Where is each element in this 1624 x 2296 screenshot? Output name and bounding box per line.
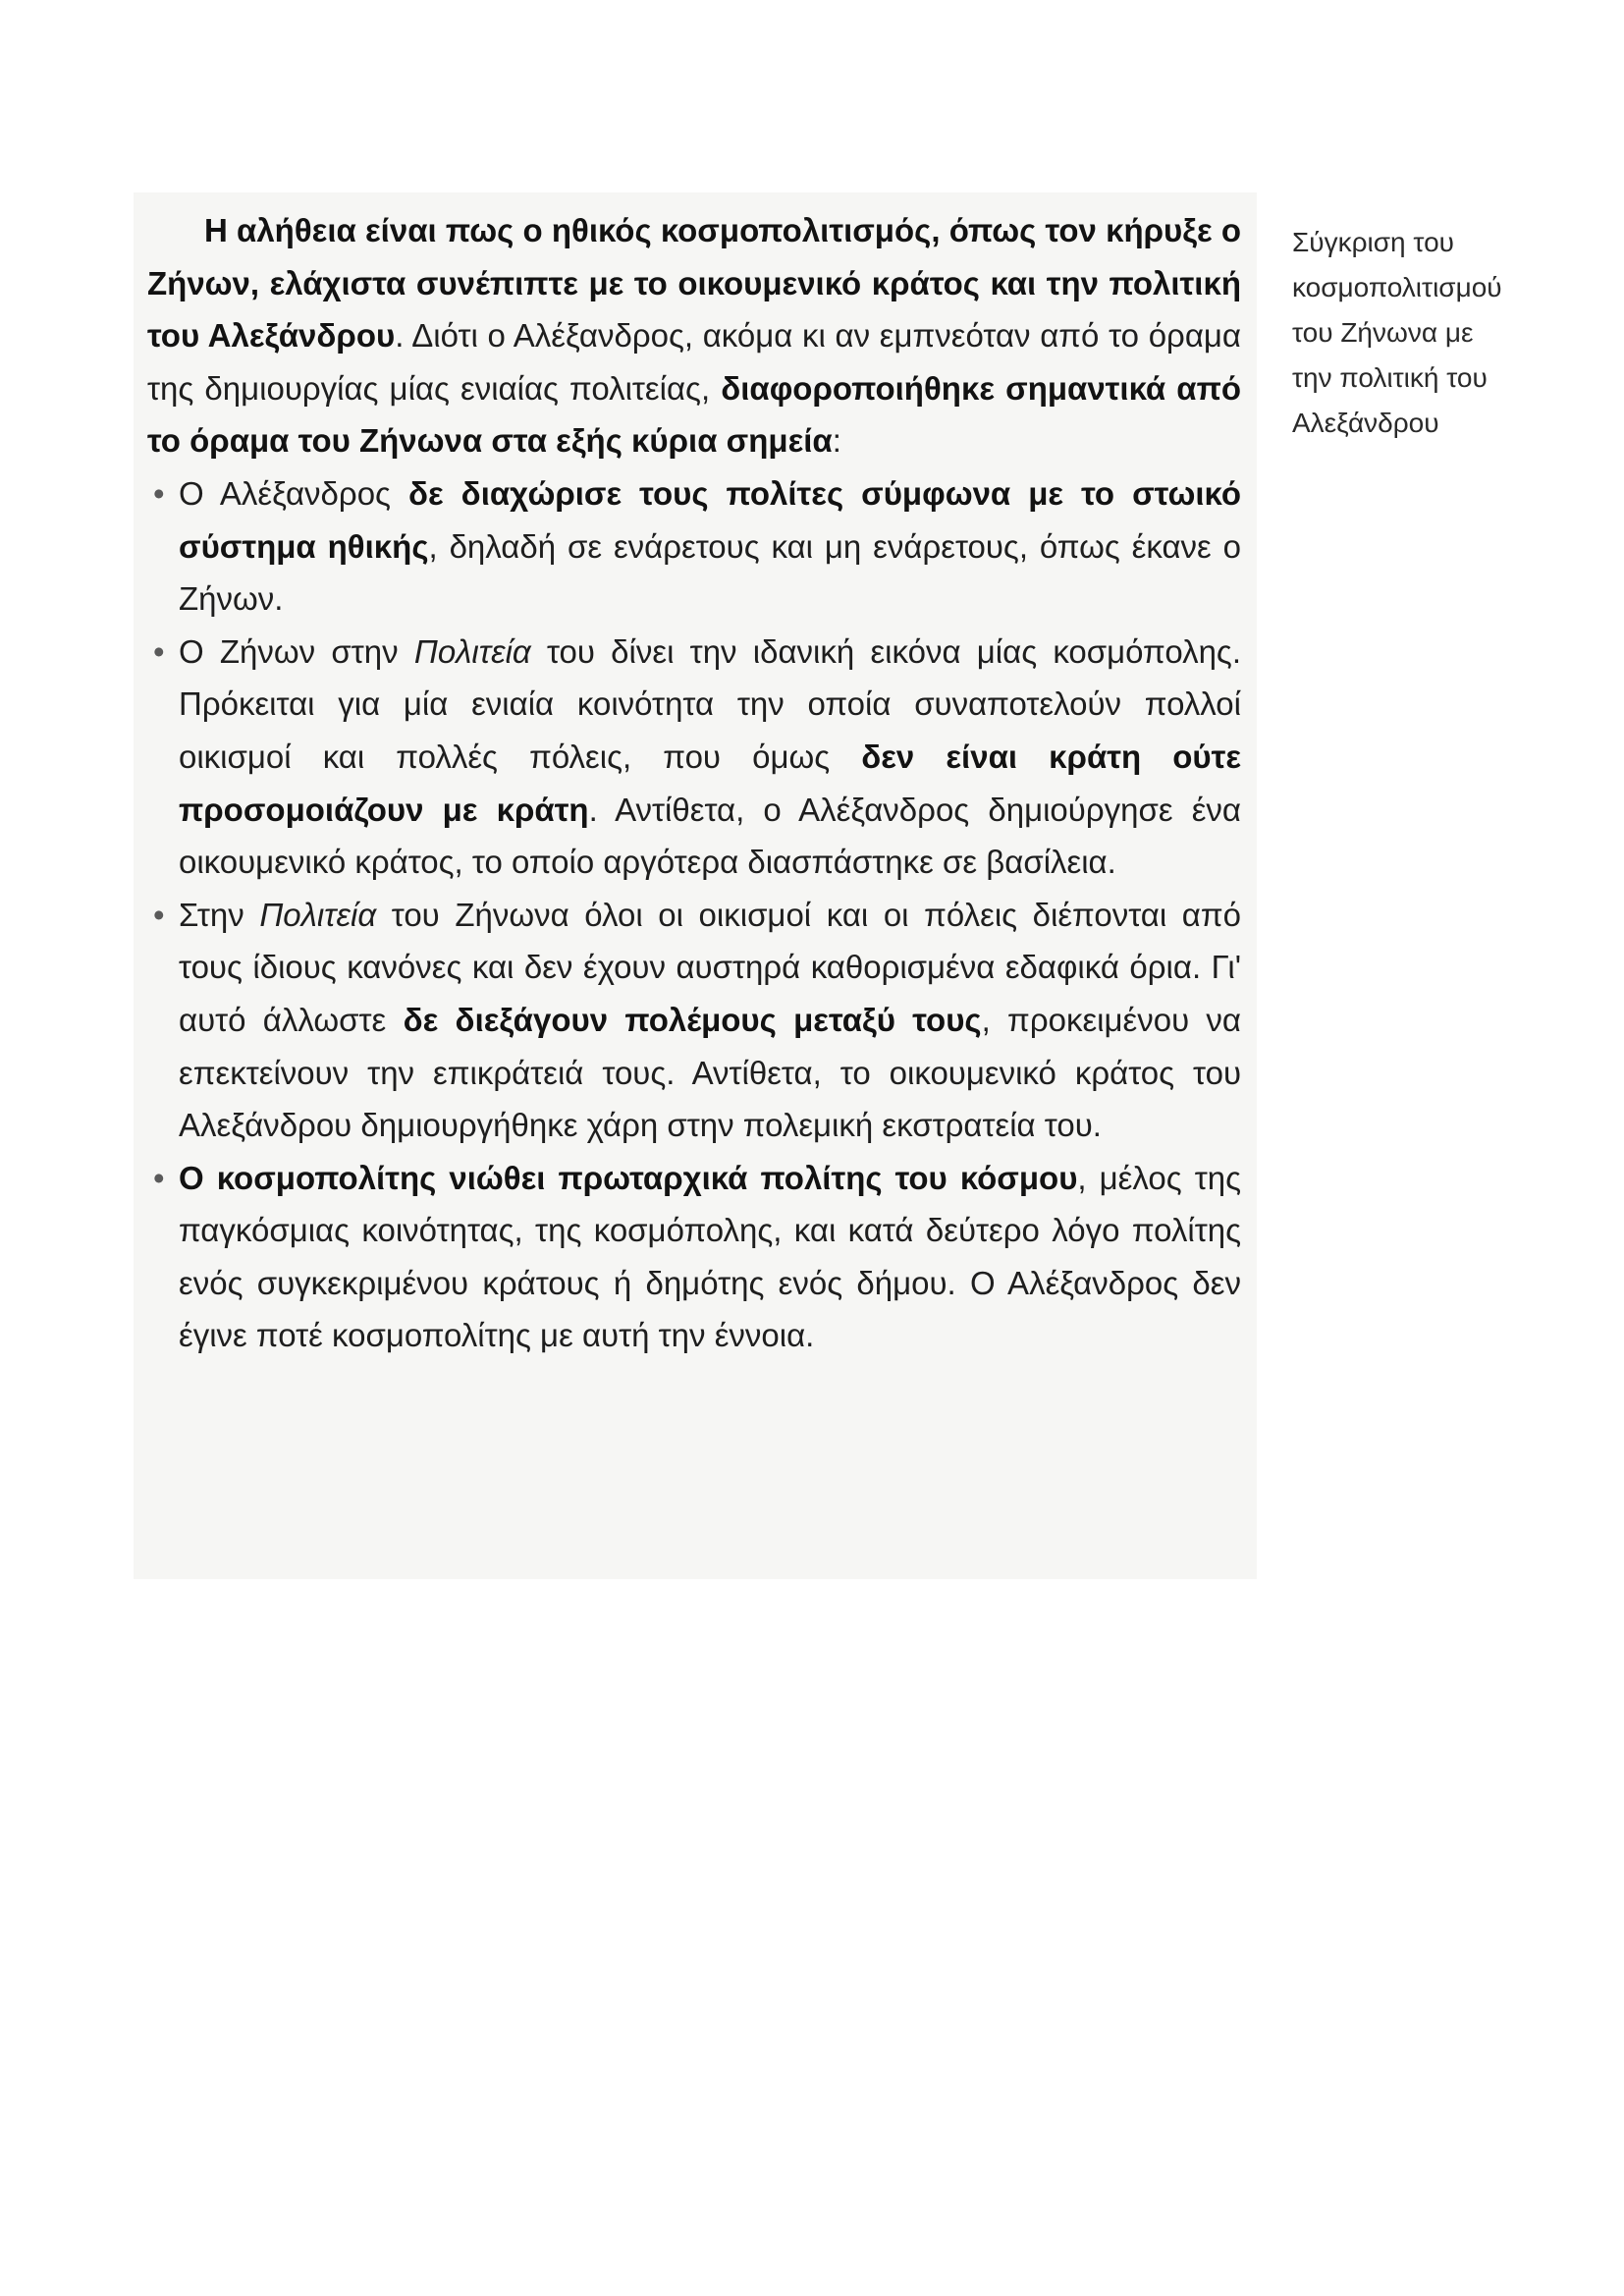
key-point-item (147, 467, 1241, 626)
text-run: : (832, 422, 841, 460)
margin-note-line: του Ζήνωνα με (1292, 317, 1474, 348)
italic-title: Πολιτεία (259, 896, 377, 933)
text-run: Στην (179, 896, 260, 933)
emphasis-text: Ο κοσμοπολίτης νιώθει πρωταρχικά πολίτης του κόσμου (179, 1159, 1078, 1196)
margin-note-line: Αλεξάνδρου (1292, 408, 1439, 438)
key-points-list (147, 467, 1241, 1362)
text-run: , προκειμένου να επεκτείνουν την επικράτειά τους. Αντίθετα, το οικουμενικό κράτος του Αλεξάνδρου δημιουργήθηκε χάρη στην πολεμική εκστρατεία του. (179, 1001, 1241, 1144)
text-run: . Διότι ο Αλέξανδρος, ακόμα κι αν εμπνεόταν από το όραμα της δημιουργίας μίας ενιαίας πολιτείας, (147, 317, 1241, 407)
italic-title: Πολιτεία (413, 632, 531, 670)
emphasis-text: διαφοροποιήθηκε σημαντικά από το όραμα του Ζήνωνα στα εξής κύρια σημεία (147, 369, 1241, 460)
text-run: του Ζήνωνα όλοι οι οικισμοί και οι πόλεις διέπονται από τους ίδιους κανόνες και δεν έχουν αυστηρά καθορισμένα εδαφικά όρια. Γι' αυτό άλλωστε (179, 896, 1241, 1038)
key-point-item (147, 889, 1241, 1152)
body-text (147, 204, 1241, 1362)
margin-note-line: την πολιτική του (1292, 362, 1488, 393)
key-point-item (147, 1152, 1241, 1362)
text-run: , δηλαδή σε ενάρετους και μη ενάρετους, όπως έκανε ο Ζήνων. (179, 527, 1241, 618)
text-run: Ο Αλέξανδρος (179, 474, 408, 512)
intro-paragraph (147, 204, 1241, 467)
key-point-item (147, 626, 1241, 889)
text-run: , μέλος της παγκόσμιας κοινότητας, της κοσμόπολης, και κατά δεύτερο λόγο πολίτης ενός συγκεκριμένου κράτους ή δημότης ενός δήμου. Ο Αλέξανδρος δεν έγινε ποτέ κοσμοπολίτης με αυτή την έννοια. (179, 1159, 1241, 1354)
margin-note-line: Σύγκριση του (1292, 227, 1454, 257)
emphasis-text: δεν είναι κράτη ούτε προσομοιάζουν με κράτη (179, 738, 1241, 828)
margin-note (1292, 220, 1547, 446)
emphasis-text: δε διαχώρισε τους πολίτες σύμφωνα με το στωικό σύστημα ηθικής (179, 474, 1241, 565)
emphasis-text: δε διεξάγουν πολέμους μεταξύ τους (403, 1001, 982, 1038)
emphasis-text: Η αλήθεια είναι πως ο ηθικός κοσμοπολιτισμός, όπως τον κήρυξε ο Ζήνων, ελάχιστα συνέπιπτε με το οικουμενικό κράτος και την πολιτική του Αλεξάνδρου (147, 212, 1241, 355)
margin-note-line: κοσμοπολιτισμού (1292, 272, 1502, 302)
text-run: . Αντίθετα, ο Αλέξανδρος δημιούργησε ένα οικουμενικό κράτος, το οποίο αργότερα διασπάστηκε σε βασίλεια. (179, 791, 1241, 881)
text-run: Ο Ζήνων στην (179, 632, 414, 670)
text-run: του δίνει την ιδανική εικόνα μίας κοσμόπολης. Πρόκειται για μία ενιαία κοινότητα την οποία συναποτελούν πολλοί οικισμοί και πολλές πόλεις, που όμως (179, 632, 1241, 775)
